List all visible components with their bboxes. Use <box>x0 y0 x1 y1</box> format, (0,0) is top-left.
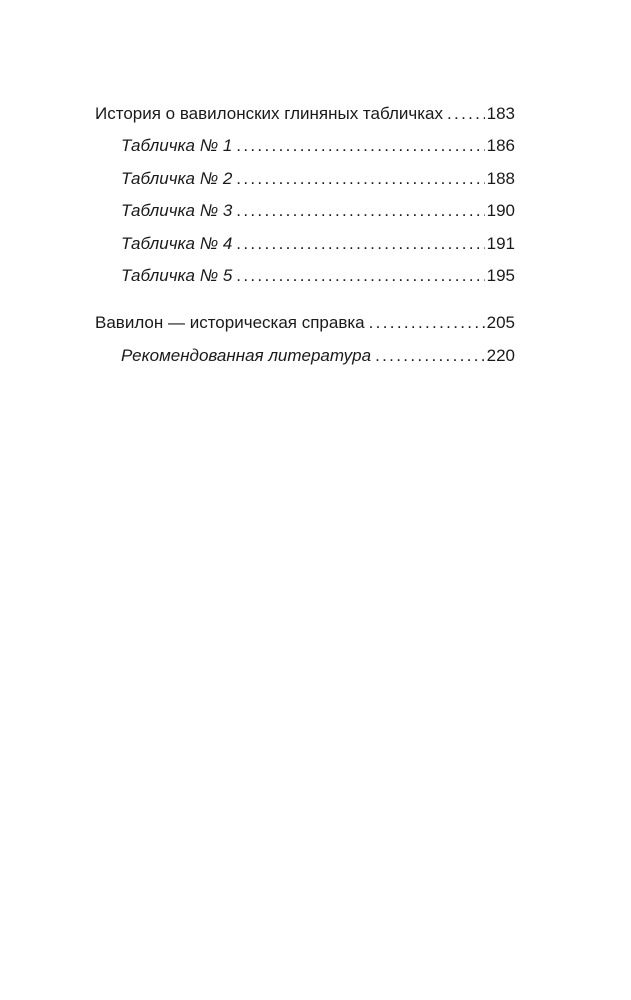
toc-entry-title: Табличка № 2 <box>121 168 233 188</box>
toc-subentry[interactable] <box>95 130 515 162</box>
toc-entry-page: 205 <box>486 313 515 333</box>
toc-entry-title: Табличка № 5 <box>121 265 233 285</box>
toc-entry-title: Рекомендованная литература <box>121 345 372 365</box>
toc-subentry[interactable] <box>95 195 515 227</box>
toc-entry-page: 191 <box>486 233 515 253</box>
toc-entry-title: Табличка № 4 <box>121 233 233 253</box>
dot-leader <box>369 307 485 339</box>
toc-group-babylon <box>95 307 515 372</box>
toc-entry-title: История о вавилонских глиняных табличках <box>95 104 443 123</box>
dot-leader <box>236 195 484 227</box>
toc-entry-title: Табличка № 3 <box>121 201 233 221</box>
toc-entry-page: 220 <box>486 345 515 365</box>
dot-leader <box>375 340 485 372</box>
toc-entry-page: 195 <box>486 265 515 285</box>
dot-leader <box>236 260 484 292</box>
toc-subentry[interactable] <box>95 340 515 372</box>
toc-entry-page: 186 <box>486 136 515 156</box>
table-of-contents <box>95 98 515 372</box>
dot-leader <box>236 228 484 260</box>
toc-entry-title: Вавилон — историческая справка <box>95 313 365 333</box>
toc-entry-page: 190 <box>486 201 515 221</box>
toc-group-tablets <box>95 98 515 292</box>
dot-leader <box>236 163 484 195</box>
toc-subentry[interactable] <box>95 163 515 195</box>
toc-entry-page: 188 <box>486 168 515 188</box>
toc-entry-page: 183 <box>486 104 515 123</box>
toc-subentry[interactable] <box>95 260 515 292</box>
toc-entry-title: Табличка № 1 <box>121 136 233 156</box>
toc-subentry[interactable] <box>95 228 515 260</box>
dot-leader <box>236 130 484 162</box>
toc-entry[interactable] <box>95 98 515 130</box>
toc-entry[interactable] <box>95 307 515 339</box>
dot-leader <box>447 98 485 130</box>
